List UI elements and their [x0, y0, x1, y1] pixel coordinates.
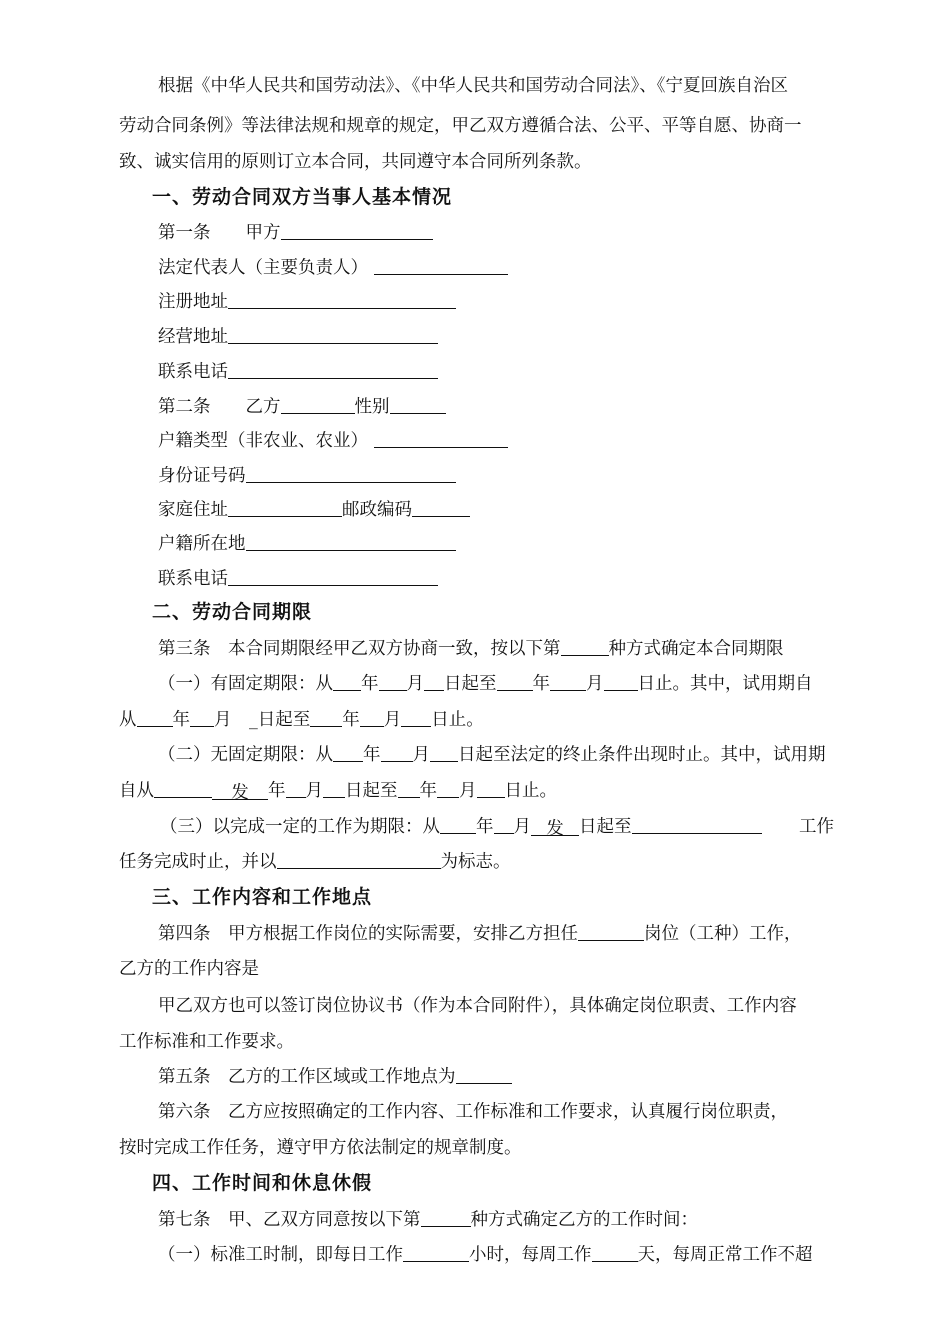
task-from-day-fill[interactable]: 发	[531, 817, 579, 836]
open-probation-year-label: 年	[268, 781, 286, 801]
hukou-location-row	[158, 532, 456, 556]
work-time-method-blank[interactable]	[421, 1208, 471, 1227]
phone-a-blank[interactable]	[228, 360, 438, 379]
article-7	[158, 1208, 698, 1232]
open-probation-end-label: 日止。	[504, 781, 557, 801]
fixed-day-label: 日起至	[444, 674, 497, 694]
weekly-days-blank[interactable]	[592, 1243, 638, 1262]
fixed-term-text: （一）有固定期限：从	[158, 674, 333, 694]
phone-b-row	[158, 567, 438, 591]
section-3-heading: 三、工作内容和工作地点	[152, 886, 373, 908]
open-probation-fill[interactable]: 发	[212, 781, 268, 800]
article-6-line-2: 按时完成工作任务，遵守甲方依法制定的规章制度。	[119, 1138, 522, 1158]
daily-hours-blank[interactable]	[403, 1243, 469, 1262]
hukou-location-blank[interactable]	[246, 532, 456, 551]
open-probation-day-label: 日起至	[345, 781, 398, 801]
article-3-text-a: 第三条 本合同期限经甲乙双方协商一致，按以下第	[158, 639, 561, 659]
open-probation-to-day-blank[interactable]	[477, 779, 505, 798]
gender-blank[interactable]	[390, 395, 446, 414]
open-from-year-blank[interactable]	[333, 743, 363, 762]
open-probation-label: 自从	[119, 781, 154, 801]
party-a-blank[interactable]	[281, 221, 433, 240]
phone-a-label: 联系电话	[158, 362, 228, 382]
fixed-to-year-label: 年	[532, 674, 550, 694]
op-address-blank[interactable]	[228, 325, 438, 344]
probation-from-month-blank[interactable]	[190, 708, 214, 727]
article-4-text-b: 岗位（工种）工作，	[644, 924, 802, 944]
op-address-label: 经营地址	[158, 327, 228, 347]
intro-line-1: 根据《中华人民共和国劳动法》、《中华人民共和国劳动合同法》、《宁夏回族自治区	[158, 76, 788, 96]
phone-b-blank[interactable]	[228, 567, 438, 586]
id-number-row	[158, 464, 456, 488]
fixed-to-day-label: 日止。其中，试用期自	[637, 674, 813, 694]
fixed-month-label: 月	[406, 674, 424, 694]
open-term-line-1	[158, 743, 826, 767]
article-4-text-a: 第四条 甲方根据工作岗位的实际需要，安排乙方担任	[158, 924, 578, 944]
home-address-label: 家庭住址	[158, 500, 228, 520]
task-work-label: 工作	[799, 817, 834, 837]
open-from-month-blank[interactable]	[381, 743, 413, 762]
standard-hours-text-a: （一）标准工时制，即每日工作	[158, 1245, 403, 1265]
op-address-row	[158, 325, 438, 349]
intro-line-3: 致、诚实信用的原则订立本合同，共同遵守本合同所列条款。	[119, 152, 592, 172]
fixed-from-year-blank[interactable]	[333, 672, 361, 691]
home-address-row	[158, 498, 470, 522]
open-from-day-blank[interactable]	[430, 743, 458, 762]
standard-hours-line	[158, 1243, 813, 1267]
phone-b-label: 联系电话	[158, 569, 228, 589]
open-year-label: 年	[363, 745, 381, 765]
article-6-line-1: 第六条 乙方应按照确定的工作内容、工作标准和工作要求，认真履行岗位职责，	[158, 1102, 788, 1122]
probation-to-year-label: 年	[342, 710, 360, 730]
party-b-blank[interactable]	[281, 395, 355, 414]
home-address-blank[interactable]	[228, 498, 342, 517]
article-1	[158, 221, 433, 245]
job-position-blank[interactable]	[578, 922, 644, 941]
hukou-type-blank[interactable]	[374, 429, 508, 448]
task-marker-blank[interactable]	[277, 850, 441, 869]
postcode-label: 邮政编码	[342, 500, 412, 520]
open-probation-month-blank[interactable]	[286, 779, 306, 798]
probation-to-day-blank[interactable]	[401, 708, 431, 727]
probation-from-label: 从	[119, 710, 137, 730]
task-month-label: 月	[513, 817, 531, 837]
fixed-to-day-blank[interactable]	[604, 672, 638, 691]
reg-address-blank[interactable]	[228, 290, 456, 309]
task-term-line-2	[119, 850, 511, 874]
article-5	[158, 1065, 512, 1089]
party-a-label: 第一条 甲方	[158, 223, 281, 243]
open-term-text: （二）无固定期限：从	[158, 745, 333, 765]
open-probation-month-label: 月	[305, 781, 323, 801]
fixed-to-month-blank[interactable]	[550, 672, 586, 691]
standard-hours-text-b: 小时，每周工作	[469, 1245, 592, 1265]
hukou-type-label: 户籍类型（非农业、农业）	[158, 431, 368, 451]
reg-address-row	[158, 290, 456, 314]
probation-year-label: 年	[172, 710, 190, 730]
open-probation-to-month-label: 月	[459, 781, 477, 801]
standard-hours-text-c: 天，每周正常工作不超	[637, 1245, 813, 1265]
task-marker-label: 为标志。	[440, 852, 511, 872]
party-b-label: 第二条 乙方	[158, 397, 281, 417]
legal-rep-label: 法定代表人（主要负责人）	[158, 258, 368, 278]
task-complete-label: 任务完成时止，并以	[119, 852, 277, 872]
fixed-term-line-1	[158, 672, 834, 696]
position-agreement-line-1: 甲乙双方也可以签订岗位协议书（作为本合同附件），具体确定岗位职责、工作内容	[158, 996, 797, 1016]
fixed-from-month-blank[interactable]	[379, 672, 407, 691]
intro-line-2: 劳动合同条例》等法律法规和规章的规定，甲乙双方遵循合法、公平、平等自愿、协商一	[119, 116, 802, 136]
task-term-line-1	[160, 815, 834, 839]
gender-label: 性别	[354, 397, 390, 417]
hukou-type-row	[158, 429, 508, 453]
postcode-blank[interactable]	[412, 498, 470, 517]
article-4-line-2: 乙方的工作内容是	[119, 959, 259, 979]
fixed-to-month-label: 月	[586, 674, 604, 694]
open-probation-blank-1[interactable]	[154, 779, 212, 798]
legal-rep-row	[158, 256, 508, 280]
open-probation-to-year-label: 年	[419, 781, 437, 801]
id-number-label: 身份证号码	[158, 466, 246, 486]
task-term-text: （三）以完成一定的工作为期限：从	[160, 817, 440, 837]
article-7-text-a: 第七条 甲、乙双方同意按以下第	[158, 1210, 421, 1230]
open-term-rest: 日起至法定的终止条件出现时止。其中，试用期	[458, 745, 826, 765]
fixed-from-day-blank[interactable]	[424, 672, 444, 691]
work-location-blank[interactable]	[456, 1065, 512, 1084]
probation-end-label: 日止。	[431, 710, 484, 730]
position-agreement-line-2: 工作标准和工作要求。	[119, 1032, 294, 1052]
task-year-label: 年	[476, 817, 494, 837]
section-4-heading: 四、工作时间和休息休假	[152, 1172, 373, 1194]
probation-to-month-blank[interactable]	[360, 708, 384, 727]
legal-rep-blank[interactable]	[374, 256, 508, 275]
probation-from-year-blank[interactable]	[137, 708, 173, 727]
phone-a-row	[158, 360, 438, 384]
task-to-blank[interactable]	[632, 815, 762, 834]
probation-month-label: 月 _日起至	[214, 710, 311, 730]
probation-to-year-blank[interactable]	[310, 708, 342, 727]
article-3	[158, 637, 784, 661]
fixed-to-year-blank[interactable]	[497, 672, 533, 691]
open-probation-day-blank[interactable]	[323, 779, 345, 798]
task-from-month-blank[interactable]	[494, 815, 514, 834]
fixed-term-line-2	[119, 708, 484, 732]
section-2-heading: 二、劳动合同期限	[152, 601, 313, 623]
task-from-year-blank[interactable]	[440, 815, 476, 834]
section-1-heading: 一、劳动合同双方当事人基本情况	[152, 186, 453, 208]
article-5-text: 第五条 乙方的工作区域或工作地点为	[158, 1067, 456, 1087]
article-2	[158, 395, 446, 419]
open-probation-to-year-blank[interactable]	[398, 779, 420, 798]
id-number-blank[interactable]	[246, 464, 456, 483]
open-probation-to-month-blank[interactable]	[437, 779, 459, 798]
fixed-year-label: 年	[361, 674, 379, 694]
reg-address-label: 注册地址	[158, 292, 228, 312]
article-3-text-b: 种方式确定本合同期限	[608, 639, 784, 659]
hukou-location-label: 户籍所在地	[158, 534, 246, 554]
open-month-label: 月	[412, 745, 430, 765]
term-method-blank[interactable]	[561, 637, 609, 656]
article-4-line-1	[158, 922, 834, 946]
probation-to-month-label: 月	[383, 710, 402, 730]
article-7-text-b: 种方式确定乙方的工作时间：	[470, 1210, 698, 1230]
task-day-label: 日起至	[579, 817, 632, 837]
open-term-line-2	[119, 779, 557, 803]
